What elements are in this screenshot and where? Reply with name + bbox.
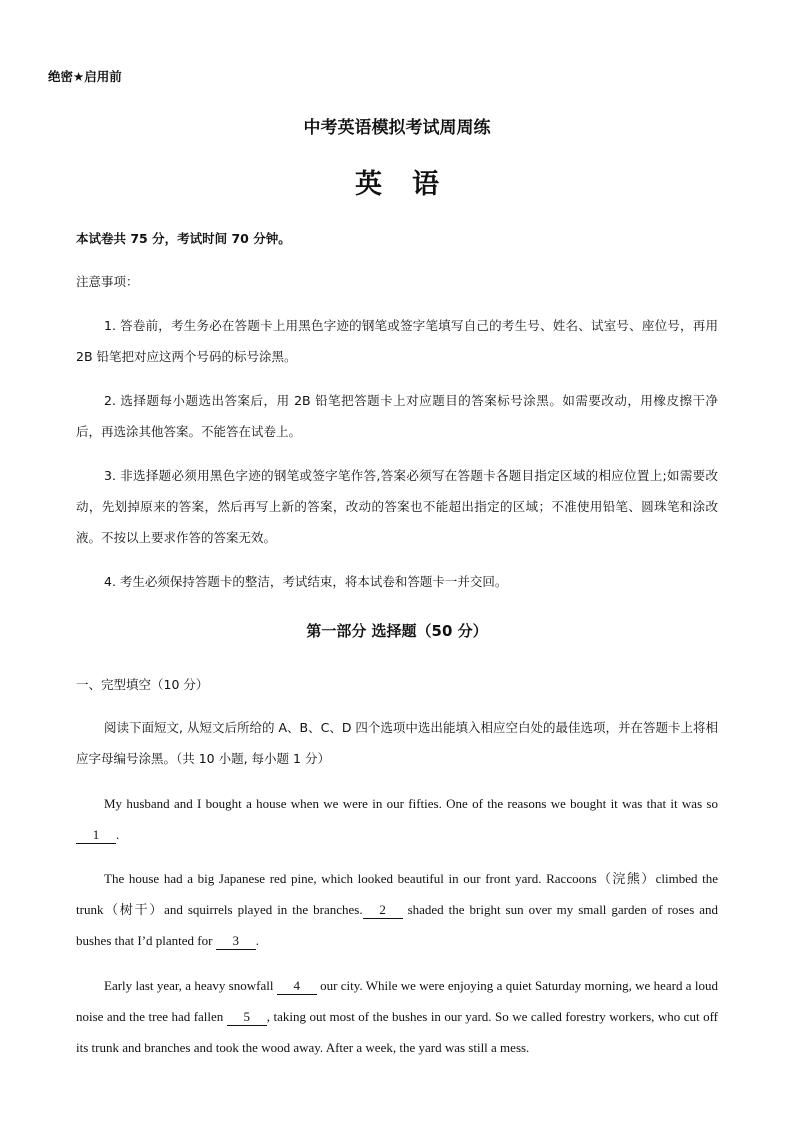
exam-info: 本试卷共 75 分，考试时间 70 分钟。: [76, 231, 291, 246]
blank-1: 1: [76, 827, 116, 844]
blank-2: 2: [363, 902, 403, 919]
passage-text: .: [255, 933, 259, 948]
exam-title: 中考英语模拟考试周周练: [303, 118, 491, 138]
notice-item-2: 2. 选择题每小题选出答案后，用 2B 铅笔把答题卡上对应题目的答案标号涂黑。如需要改动，用橡皮擦干净后，再选涂其他答案。不能答在试卷上。: [76, 393, 718, 439]
passage-text: , taking out most of the bushes in our yard. So we called forestry workers, who cut off its trunk and branches and took the wood away. After a week, the yard was still a mess.: [76, 1009, 719, 1055]
passage-text: shaded the bright sun over my small garden of roses and bushes that I’d planted for: [76, 902, 719, 948]
passage-paragraph-3: [76, 970, 718, 1063]
passage-text: .: [116, 827, 120, 842]
secret-mark: 绝密★启用前: [48, 69, 122, 84]
subject-title: 英语: [355, 169, 469, 200]
blank-5: 5: [227, 1009, 267, 1026]
notice-item-4: 4. 考生必须保持答题卡的整洁，考试结束，将本试卷和答题卡一并交回。: [104, 574, 508, 589]
passage-paragraph-2: [76, 863, 718, 956]
notice-item-1: 1. 答卷前，考生务必在答题卡上用黑色字迹的钢笔或签字笔填写自己的考生号、姓名、试室号、座位号，再用 2B 铅笔把对应这两个号码的标号涂黑。: [76, 318, 718, 364]
notice-item-3: 3. 非选择题必须用黑色字迹的钢笔或签字笔作答,答案必须写在答题卡各题目指定区域的相应位置上;如需要改动，先划掉原来的答案，然后再写上新的答案，改动的答案也不能超出指定的区域；不准使用铅笔、圆珠笔和涂改液。不按以上要求作答的答案无效。: [76, 468, 718, 545]
passage-text: Early last year, a heavy snowfall: [104, 978, 277, 993]
part-title: 一、完型填空（10 分）: [76, 677, 209, 692]
passage-paragraph-1: [76, 788, 718, 850]
passage-text: our city. While we were enjoying a quiet Saturday morning, we heard a loud noise and the tree had fallen: [76, 978, 718, 1024]
passage-text: The house had a big Japanese red pine, which looked beautiful in our front yard. Raccoons（浣熊）climbed the trunk（树干）and squirrels played in the branches.: [76, 871, 718, 917]
notice-heading: 注意事项：: [76, 274, 139, 289]
blank-3: 3: [216, 933, 256, 950]
passage-text: My husband and I bought a house when we were in our fifties. One of the reasons we bought it was that it was so: [104, 796, 718, 811]
blank-4: 4: [277, 978, 317, 995]
section-title: 第一部分 选择题（50 分）: [306, 622, 488, 640]
instructions: 阅读下面短文, 从短文后所给的 A、B、C、D 四个选项中选出能填入相应空白处的最佳选项，并在答题卡上将相应字母编号涂黑。（共 10 小题, 每小题 1 分）: [76, 720, 718, 766]
